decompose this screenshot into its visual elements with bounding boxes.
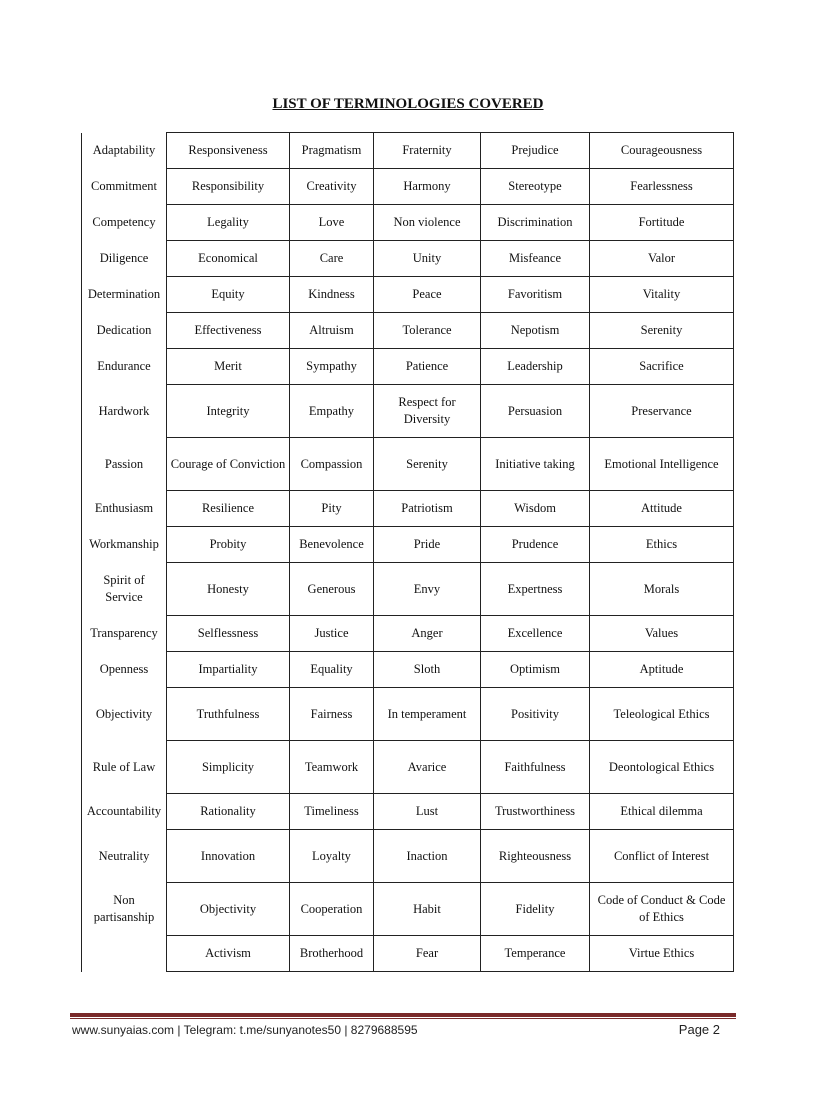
table-cell: Neutrality: [82, 830, 167, 883]
table-cell: Ethical dilemma: [590, 794, 734, 830]
table-cell: Equality: [290, 652, 374, 688]
table-cell: Patriotism: [374, 491, 481, 527]
table-cell: Respect for Diversity: [374, 385, 481, 438]
table-cell: Objectivity: [167, 883, 290, 936]
table-cell: Empathy: [290, 385, 374, 438]
table-cell: Initiative taking: [481, 438, 590, 491]
table-cell: Love: [290, 205, 374, 241]
table-cell: Virtue Ethics: [590, 936, 734, 972]
table-row: [82, 883, 734, 936]
table-cell: Openness: [82, 652, 167, 688]
table-cell: Spirit of Service: [82, 563, 167, 616]
table-cell: Sacrifice: [590, 349, 734, 385]
table-cell: Temperance: [481, 936, 590, 972]
table-cell: Timeliness: [290, 794, 374, 830]
table-cell: Loyalty: [290, 830, 374, 883]
table-cell: Tolerance: [374, 313, 481, 349]
table-cell: Teleological Ethics: [590, 688, 734, 741]
table-cell: Vitality: [590, 277, 734, 313]
table-cell: Avarice: [374, 741, 481, 794]
table-cell: Excellence: [481, 616, 590, 652]
table-cell: Equity: [167, 277, 290, 313]
table-cell: Prudence: [481, 527, 590, 563]
table-cell: Activism: [167, 936, 290, 972]
table-cell: Fidelity: [481, 883, 590, 936]
table-cell: Creativity: [290, 169, 374, 205]
table-cell: Determination: [82, 277, 167, 313]
table-cell: Pragmatism: [290, 133, 374, 169]
table-cell: Serenity: [590, 313, 734, 349]
table-cell: Adaptability: [82, 133, 167, 169]
table-row: [82, 133, 734, 169]
table-cell: Faithfulness: [481, 741, 590, 794]
table-cell: Righteousness: [481, 830, 590, 883]
table-cell: Trustworthiness: [481, 794, 590, 830]
table-cell: Rule of Law: [82, 741, 167, 794]
table-cell: Honesty: [167, 563, 290, 616]
table-cell: Harmony: [374, 169, 481, 205]
table-row: [82, 830, 734, 883]
table-cell: Responsibility: [167, 169, 290, 205]
table-cell: Kindness: [290, 277, 374, 313]
table-cell: Endurance: [82, 349, 167, 385]
table-cell: Peace: [374, 277, 481, 313]
table-cell: Merit: [167, 349, 290, 385]
table-cell: Prejudice: [481, 133, 590, 169]
table-cell: Non partisanship: [82, 883, 167, 936]
table-cell: Conflict of Interest: [590, 830, 734, 883]
table-cell: Favoritism: [481, 277, 590, 313]
table-cell: Discrimination: [481, 205, 590, 241]
table-row: [82, 688, 734, 741]
table-row: [82, 794, 734, 830]
table-cell: Selflessness: [167, 616, 290, 652]
table-cell: Pride: [374, 527, 481, 563]
table-cell: Resilience: [167, 491, 290, 527]
table-cell: Probity: [167, 527, 290, 563]
table-row: [82, 616, 734, 652]
table-cell: Habit: [374, 883, 481, 936]
table-cell: Patience: [374, 349, 481, 385]
table-cell: Sympathy: [290, 349, 374, 385]
table-cell: Hardwork: [82, 385, 167, 438]
table-row: [82, 169, 734, 205]
table-cell: Integrity: [167, 385, 290, 438]
page-title: LIST OF TERMINOLOGIES COVERED: [272, 96, 544, 112]
table-row: [82, 277, 734, 313]
table-cell: Teamwork: [290, 741, 374, 794]
table-cell: Enthusiasm: [82, 491, 167, 527]
table-cell: Responsiveness: [167, 133, 290, 169]
table-cell: In temperament: [374, 688, 481, 741]
table-cell: Benevolence: [290, 527, 374, 563]
table-cell: Attitude: [590, 491, 734, 527]
table-cell: Preservance: [590, 385, 734, 438]
footer-contact: www.sunyaias.com | Telegram: t.me/sunyanotes50 | 8279688595: [72, 1023, 418, 1037]
page-number: Page 2: [678, 1022, 720, 1037]
table-cell: Inaction: [374, 830, 481, 883]
table-cell: Persuasion: [481, 385, 590, 438]
table-row: [82, 438, 734, 491]
table-cell: Accountability: [82, 794, 167, 830]
table-cell: Positivity: [481, 688, 590, 741]
table-cell: Truthfulness: [167, 688, 290, 741]
table-cell: Ethics: [590, 527, 734, 563]
table-cell: Rationality: [167, 794, 290, 830]
table-cell: Objectivity: [82, 688, 167, 741]
table-cell: Economical: [167, 241, 290, 277]
table-cell: Dedication: [82, 313, 167, 349]
table-cell: Serenity: [374, 438, 481, 491]
table-cell: Courageousness: [590, 133, 734, 169]
table-cell: Wisdom: [481, 491, 590, 527]
table-cell: Pity: [290, 491, 374, 527]
table-cell: Misfeance: [481, 241, 590, 277]
table-cell: Expertness: [481, 563, 590, 616]
table-row: [82, 936, 734, 972]
table-row: [82, 349, 734, 385]
table-row: [82, 385, 734, 438]
table-cell: Effectiveness: [167, 313, 290, 349]
table-cell: Legality: [167, 205, 290, 241]
table-cell: Anger: [374, 616, 481, 652]
table-cell: Envy: [374, 563, 481, 616]
table-cell: Emotional Intelligence: [590, 438, 734, 491]
table-cell: [82, 936, 167, 972]
table-cell: Justice: [290, 616, 374, 652]
table-cell: Valor: [590, 241, 734, 277]
table-cell: Fortitude: [590, 205, 734, 241]
table-row: [82, 313, 734, 349]
table-cell: Competency: [82, 205, 167, 241]
table-cell: Deontological Ethics: [590, 741, 734, 794]
table-cell: Aptitude: [590, 652, 734, 688]
table-row: [82, 652, 734, 688]
table-cell: Transparency: [82, 616, 167, 652]
table-row: [82, 563, 734, 616]
table-cell: Optimism: [481, 652, 590, 688]
table-cell: Fearlessness: [590, 169, 734, 205]
table-cell: Values: [590, 616, 734, 652]
table-cell: Workmanship: [82, 527, 167, 563]
table-cell: Fairness: [290, 688, 374, 741]
table-cell: Cooperation: [290, 883, 374, 936]
table-cell: Lust: [374, 794, 481, 830]
table-cell: Stereotype: [481, 169, 590, 205]
table-cell: Care: [290, 241, 374, 277]
table-cell: Impartiality: [167, 652, 290, 688]
table-cell: Diligence: [82, 241, 167, 277]
table-cell: Courage of Conviction: [167, 438, 290, 491]
table-cell: Simplicity: [167, 741, 290, 794]
table-cell: Fraternity: [374, 133, 481, 169]
footer-divider-thin: [70, 1018, 736, 1019]
table-cell: Nepotism: [481, 313, 590, 349]
table-cell: Non violence: [374, 205, 481, 241]
footer-divider: [70, 1013, 736, 1017]
table-cell: Morals: [590, 563, 734, 616]
table-cell: Unity: [374, 241, 481, 277]
table-cell: Brotherhood: [290, 936, 374, 972]
table-row: [82, 491, 734, 527]
table-cell: Code of Conduct & Code of Ethics: [590, 883, 734, 936]
table-cell: Commitment: [82, 169, 167, 205]
table-row: [82, 741, 734, 794]
table-row: [82, 527, 734, 563]
table-cell: Sloth: [374, 652, 481, 688]
table-cell: Passion: [82, 438, 167, 491]
table-cell: Compassion: [290, 438, 374, 491]
table-cell: Generous: [290, 563, 374, 616]
table-cell: Altruism: [290, 313, 374, 349]
table-row: [82, 241, 734, 277]
table-cell: Fear: [374, 936, 481, 972]
terminology-table: [81, 132, 734, 972]
table-cell: Leadership: [481, 349, 590, 385]
table-row: [82, 205, 734, 241]
table-cell: Innovation: [167, 830, 290, 883]
